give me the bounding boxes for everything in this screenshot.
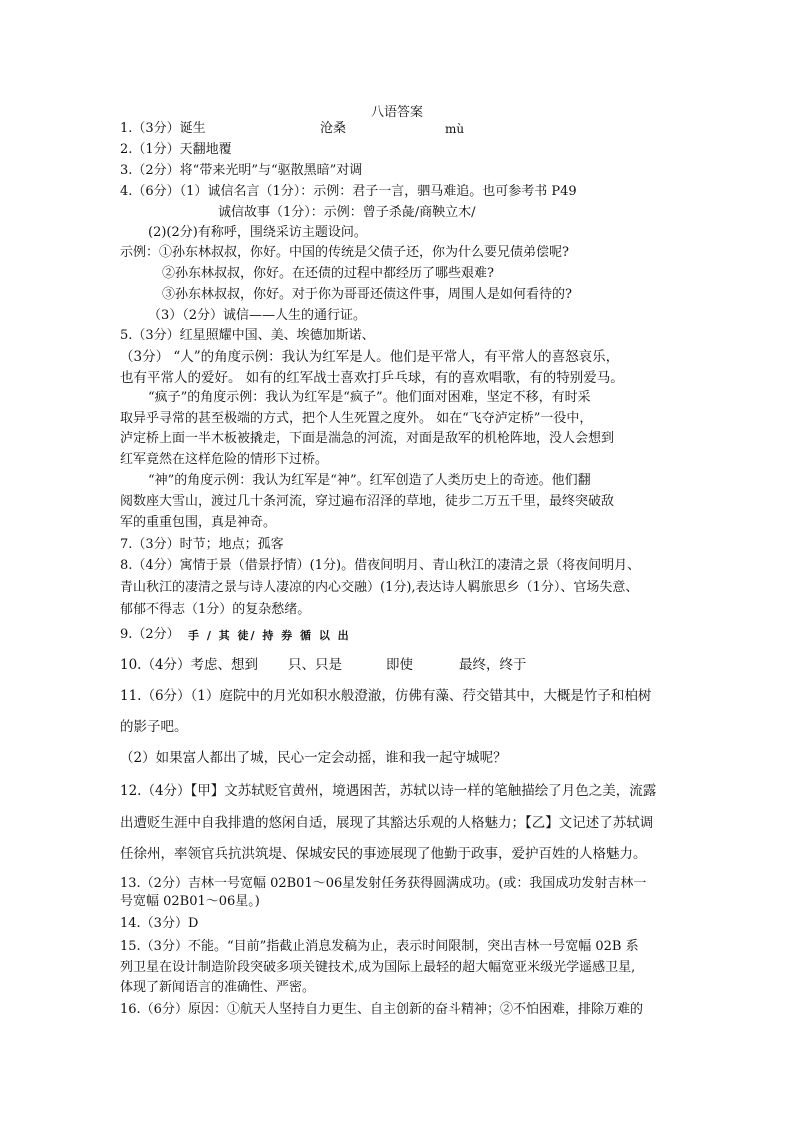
q5-line-9: 阅数座大雪山，渡过几十条河流，穿过遍布沼泽的草地，徒步二万五千里，最终突破敌 (120, 494, 615, 509)
q7-line: 7.（3分）时节；地点；孤客 (120, 537, 284, 552)
q11-line-2: 的影子吧。 (120, 719, 188, 735)
q4-line-2: 诚信故事（1分）：示例：曾子杀彘/商鞅立木/ (218, 205, 476, 220)
q1-answer-3: mù (445, 122, 465, 136)
q5-line-1: 5.（3分）红星照耀中国、美、埃德加斯诺、 (120, 328, 375, 343)
q10-line: 10.（4分）考虑、想到 (120, 657, 259, 673)
q9-line: 9.（2分） (120, 627, 180, 642)
q4-line-1: 4.（6分）（1）诚信名言（1分）：示例：君子一言，驷马难追。也可参考书 P49 (120, 184, 577, 199)
q12-line-3: 任徐州，率领官兵抗洪筑堤、保城安民的事迹展现了他勤于政事，爱护百姓的人格魅力。 (120, 846, 647, 862)
q4-line-3: (2)(2分)有称呼，围绕采访主题设问。 (148, 225, 367, 240)
q5-line-10: 军的重重包围，真是神奇。 (120, 515, 277, 530)
q2-line: 2.（1分）天翻地覆 (120, 142, 232, 157)
q10-answer-4: 最终，终于 (459, 657, 527, 673)
q5-line-2: （3分） “人”的角度示例：我认为红军是人。他们是平常人，有平常人的喜怒哀乐， (120, 349, 620, 365)
q15-line-2: 列卫星在设计制造阶段突破多项关键技术,成为国际上最轻的超大幅宽亚米级光学遥感卫星, (120, 960, 636, 975)
q15-line-1: 15.（3分）不能。“目前”指截止消息发稿为止，表示时间限制，突出吉林一号宽幅 02B 系 (120, 939, 639, 954)
q5-line-6: 泸定桥上面一半木板被撬走，下面是湍急的河流，对面是敌军的机枪阵地，没人会想到 (120, 431, 615, 446)
q13-line-2: 号宽幅 02B01～06星。) (120, 894, 260, 909)
q14-line: 14.（3分）D (120, 916, 199, 931)
q4-line-4: 示例：①孙东林叔叔，你好。中国的传统是父债子还，你为什么要兄债弟偿呢? (120, 245, 569, 260)
q10-answer-2: 只、只是 (288, 657, 342, 673)
q10-answer-3: 即使 (386, 657, 413, 673)
q4-line-5: ②孙东林叔叔，你好。在还债的过程中都经历了哪些艰难? (162, 266, 494, 281)
q5-line-3: 也有平常人的爱好。 如有的红军战士喜欢打乒乓球，有的喜欢唱歌，有的特别爱马。 (120, 370, 624, 386)
q9-answer: 手 / 其 徒/ 持 券 循 以 出 (188, 629, 351, 642)
q12-line-2: 出遭贬生涯中自我排遣的悠闲自适，展现了其豁达乐观的人格魅力；【乙】文记述了苏轼调 (120, 815, 654, 831)
q16-line-1: 16.（6分）原因：①航天人坚持自力更生、自主创新的奋斗精神；②不怕困难，排除万难的 (120, 1002, 643, 1017)
q8-line-2: 青山秋江的凄清之景与诗人凄凉的内心交融）(1分),表达诗人羁旅思乡（1分）、官场失意、 (120, 580, 639, 595)
q4-line-7: （3）（2分）诚信——人生的通行证。 (148, 308, 367, 323)
q5-line-7: 红军竟然在这样危险的情形下过桥。 (120, 452, 329, 467)
page-title: 八语答案 (370, 105, 423, 120)
q5-line-8: “神”的角度示例：我认为红军是“神”。红军创造了人类历史上的奇迹。他们翻 (148, 473, 591, 488)
q8-line-1: 8.（4分）寓情于景（借景抒情）(1分)。借夜间明月、青山秋江的凄清之景（将夜间明月、 (120, 558, 641, 573)
q1-line: 1.（3分）诞生 (120, 121, 206, 136)
q11-line-1: 11.（6分）（1）庭院中的月光如积水般澄澈，仿佛有藻、荇交错其中，大概是竹子和柏树 (120, 688, 652, 704)
q3-line: 3.（2分）将“带来光明”与“驱散黑暗”对调 (120, 163, 363, 178)
q12-line-1: 12.（4分）【甲】文苏轼贬官黄州，境遇困苦，苏轼以诗一样的笔触描绘了月色之美，流露 (120, 783, 657, 799)
q5-line-4: “疯子”的角度示例：我认为红军是“疯子”。他们面对困难，坚定不移，有时采 (148, 390, 591, 405)
q1-answer-2: 沧桑 (320, 121, 347, 136)
q4-line-6: ③孙东林叔叔，你好。对于你为哥哥还债这件事，周围人是如何看待的? (162, 287, 572, 302)
q13-line-1: 13.（2分）吉林一号宽幅 02B01～06星发射任务获得圆满成功。(或：我国成功发射吉林一 (120, 876, 647, 891)
q8-line-3: 郁郁不得志（1分）的复杂愁绪。 (120, 602, 311, 617)
q11-line-3: （2）如果富人都出了城，民心一定会动摇，谁和我一起守城呢？ (120, 750, 507, 766)
q5-line-5: 取异乎寻常的甚至极端的方式，把个人生死置之度外。 如在“飞夺泸定桥”一役中， (120, 411, 593, 426)
q15-line-3: 体现了新闻语言的准确性、严密。 (120, 980, 316, 995)
